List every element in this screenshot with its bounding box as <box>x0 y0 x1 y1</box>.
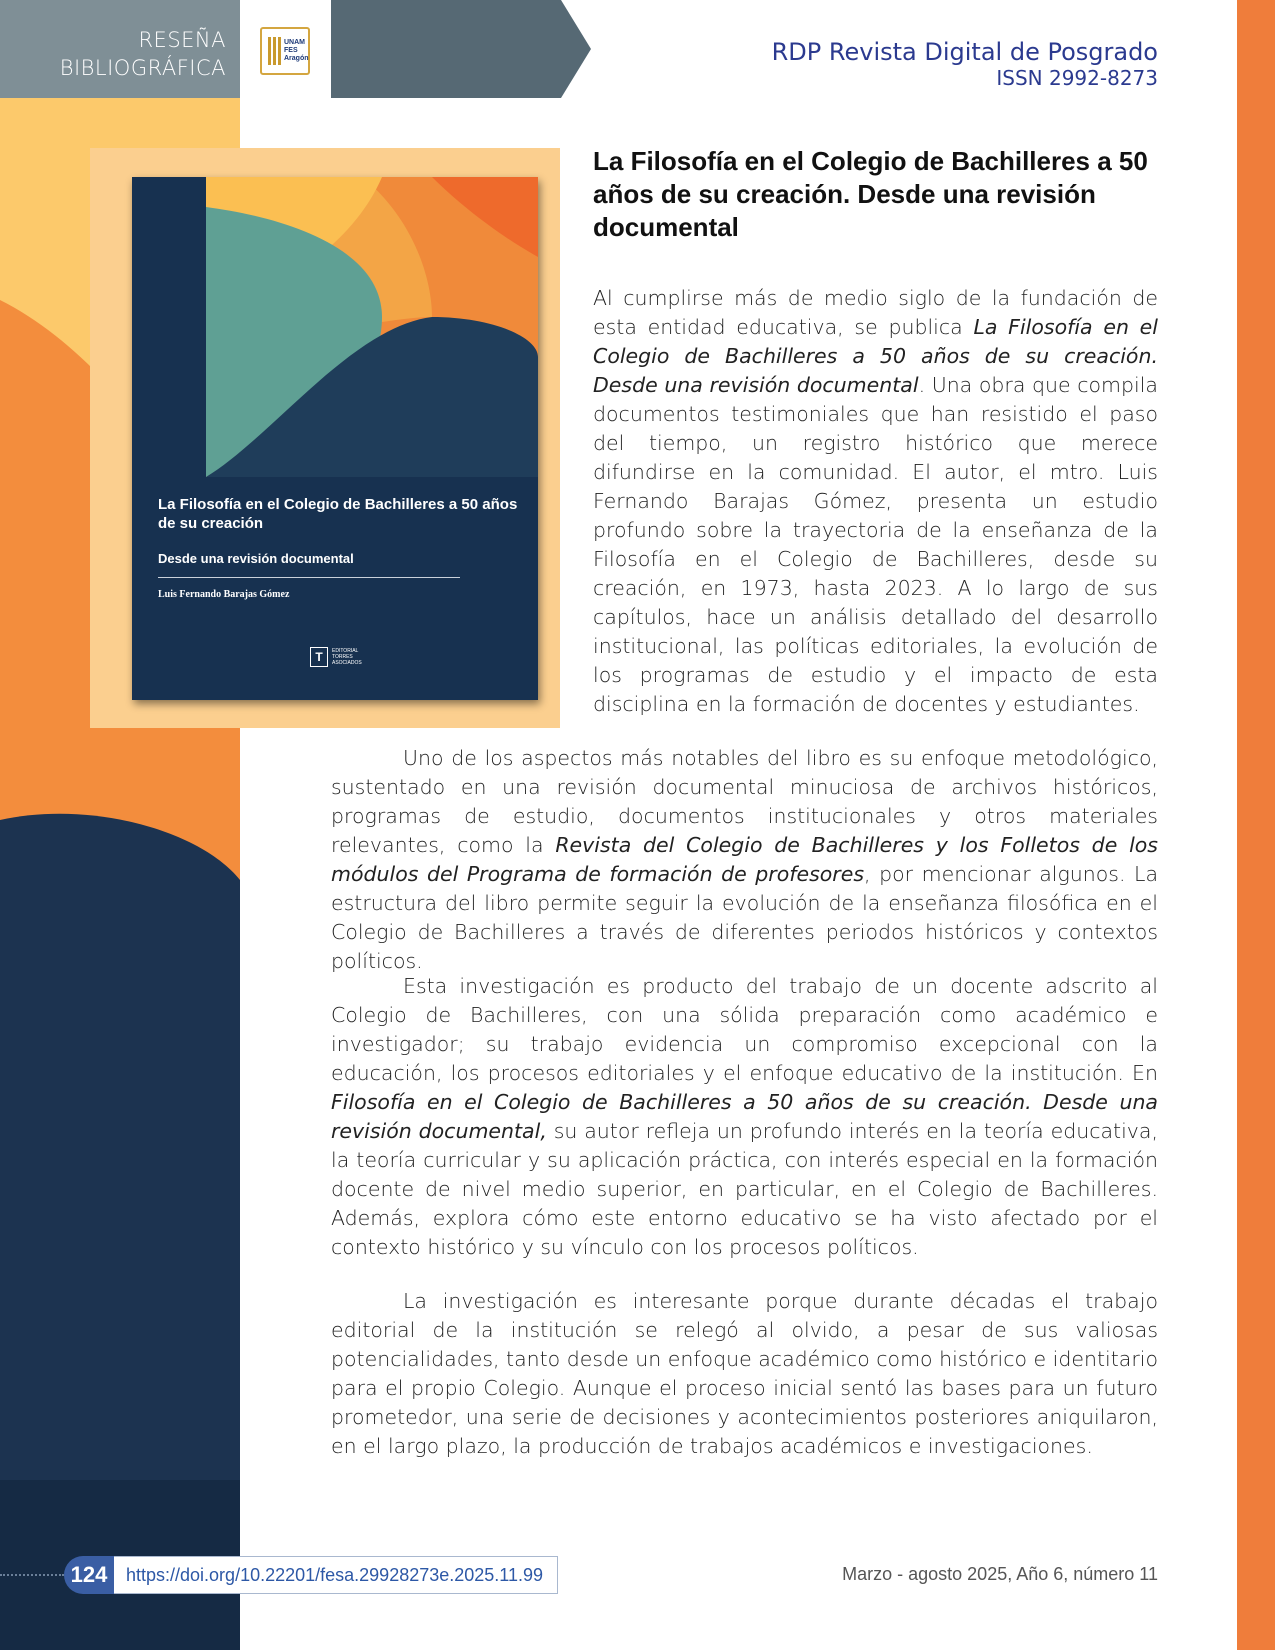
logo-text: UNAM FES Aragón <box>284 39 309 62</box>
journal-issn: ISSN 2992-8273 <box>996 66 1158 90</box>
footer-dotted-line <box>0 1574 64 1576</box>
journal-name: RDP Revista Digital de Posgrado <box>771 38 1158 66</box>
paragraph-4: La investigación es interesante porque durante décadas el trabajo editorial de la institución se relegó al olvido, a pesar de sus valiosas potencialidades, tanto desde un enfoque académico como histórico e identitario para el propio Colegio. Aunque el proceso inicial sentó las bases para un futuro prometedor, una serie de decisiones y acontecimientos posteriores aniquilaron, en el largo plazo, la producción de trabajos académicos e investigaciones. <box>331 1289 1158 1458</box>
right-accent-strip <box>1237 0 1275 1650</box>
page-number: 124 <box>64 1556 114 1594</box>
issue-info: Marzo - agosto 2025, Año 6, número 11 <box>842 1564 1158 1584</box>
section-label <box>60 26 226 82</box>
publisher-logo <box>310 647 362 667</box>
header-dark-band <box>331 0 561 98</box>
article-title: La Filosofía en el Colegio de Bachilleres a 50 años de su creación. Desde una revisión documental <box>593 146 1148 242</box>
unam-fes-aragon-logo <box>260 27 310 75</box>
header-arrow-shape <box>561 0 591 98</box>
section-label-line2: BIBLIOGRÁFICA <box>59 56 226 80</box>
cover-artwork <box>132 177 538 700</box>
cover-divider <box>158 577 460 578</box>
section-label-line1: RESEÑA <box>138 28 226 52</box>
book-cover <box>132 177 538 700</box>
paragraph-3: Esta investigación es producto del trabajo de un docente adscrito al Colegio de Bachilleres, con una sólida preparación como académico e investigador; su trabajo evidencia un compromiso excepcional con la educación, los procesos editoriales y el enfoque educativo de la institución. En Filosofía en el Colegio de Bachilleres a 50 años de su creación. Desde una revisión documental, su autor refleja un profundo interés en la teoría educativa, la teoría curricular y su aplicación práctica, con interés especial en la formación docente de nivel medio superior, en particular, en el Colegio de Bachilleres. Además, explora cómo este entorno educativo se ha visto afectado por el contexto histórico y su vínculo con los procesos políticos. <box>331 974 1158 1259</box>
section-header-band <box>0 0 240 98</box>
paragraph-1: Al cumplirse más de medio siglo de la fundación de esta entidad educativa, se publica La Filosofía en el Colegio de Bachilleres a 50 años de su creación. Desde una revisión documental. Una obra que compila documentos testimoniales que han resistido el paso del tiempo, un registro histórico que merece difundirse en la comunidad. El autor, el mtro. Luis Fernando Barajas Gómez, presenta un estudio profundo sobre la trayectoria de la enseñanza de la Filosofía en el Colegio de Bachilleres, desde su creación, en 1973, hasta 2023. A lo largo de sus capítulos, hace un análisis detallado del desarrollo institucional, las políticas editoriales, la evolución de los programas de estudio y el impacto de esta disciplina en la formación de docentes y estudiantes. <box>593 286 1158 716</box>
cover-title: La Filosofía en el Colegio de Bachilleres a 50 años de su creación <box>158 496 518 532</box>
journal-header <box>772 38 1158 90</box>
cover-subtitle: Desde una revisión documental <box>158 551 354 566</box>
paragraph-2: Uno de los aspectos más notables del libro es su enfoque metodológico, sustentado en una revisión documental minuciosa de archivos históricos, programas de estudio, documentos institucionales y otros materiales relevantes, como la Revista del Colegio de Bachilleres y los Folletos de los módulos del Programa de formación de profesores, por mencionar algunos. La estructura del libro permite seguir la evolución de la enseñanza filosófica en el Colegio de Bachilleres a través de diferentes periodos históricos y contextos políticos. <box>331 746 1159 973</box>
publisher-mark: T <box>310 647 328 667</box>
publisher-name: EDITORIAL TORRES ASOCIADOS <box>332 648 362 666</box>
cover-author: Luis Fernando Barajas Gómez <box>158 589 290 600</box>
doi-link[interactable]: https://doi.org/10.22201/fesa.29928273e.2025.11.99 <box>114 1556 558 1594</box>
logo-columns-icon <box>268 37 281 65</box>
